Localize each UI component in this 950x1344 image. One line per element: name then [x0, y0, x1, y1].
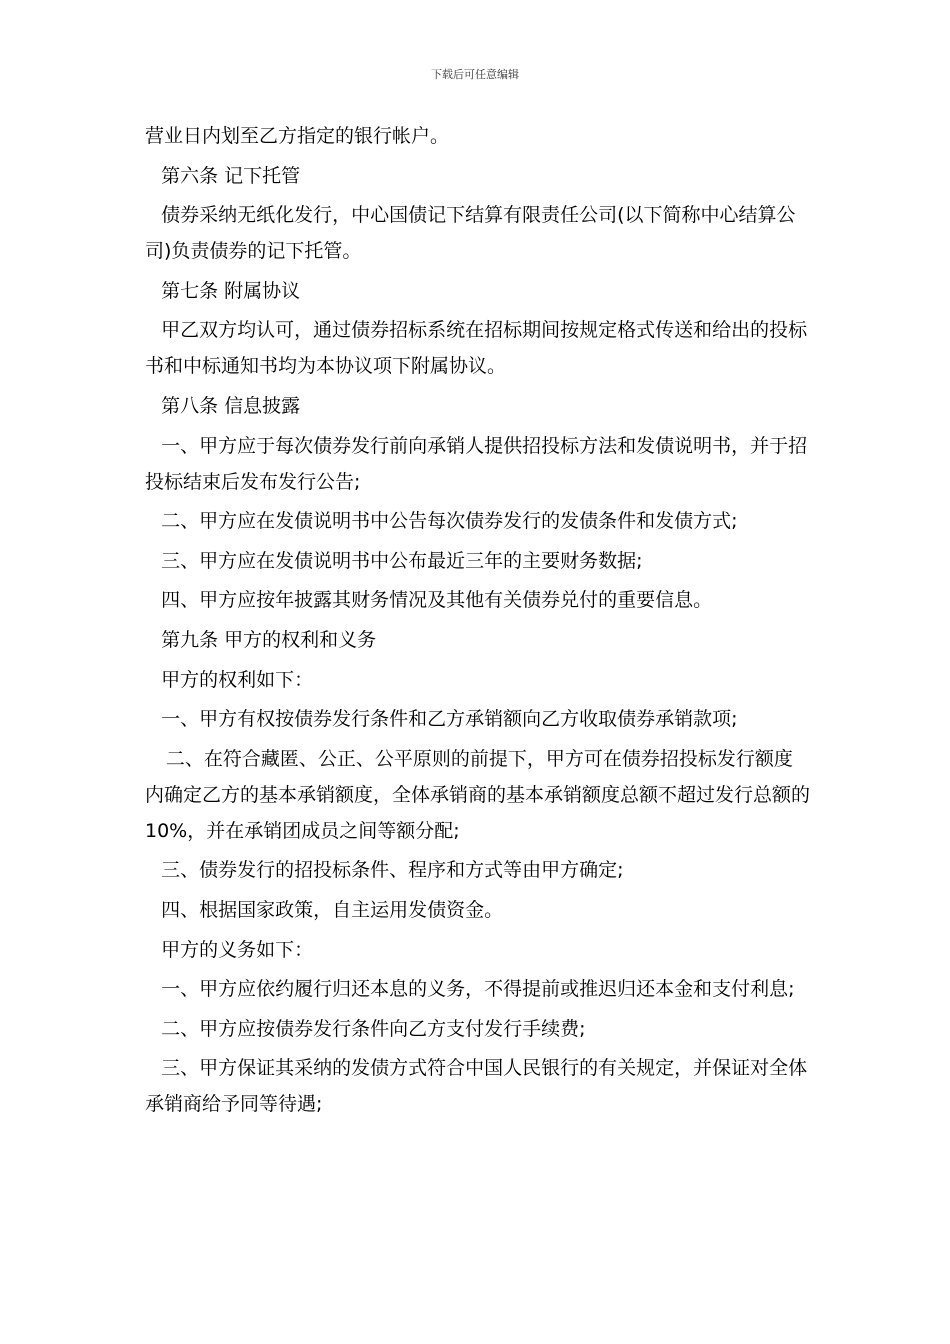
paragraph: 一、甲方有权按债券发行条件和乙方承销额向乙方收取债券承销款项;	[161, 708, 738, 731]
paragraph: 营业日内划至乙方指定的银行帐户。	[145, 125, 450, 147]
section-heading: 第八条 信息披露	[161, 394, 301, 417]
section-heading: 第七条 附属协议	[161, 279, 301, 302]
paragraph: 二、在符合藏匿、公正、公平原则的前提下，甲方可在债券招投标发行额度内确定乙方的基本承销额度，全体承销商的基本承销额度总额不超过发行总额的 10%，并在承销团成员之间等额分配;	[145, 747, 811, 842]
paragraph: 债券采纳无纸化发行，中心国债记下结算有限责任公司(以下简称中心结算公司)负责债券的记下托管。	[145, 204, 796, 263]
paragraph: 甲方的义务如下：	[161, 938, 314, 961]
paragraph: 三、甲方保证其采纳的发债方式符合中国人民银行的有关规定，并保证对全体承销商给予同等待遇;	[145, 1057, 808, 1116]
paragraph: 二、甲方应按债券发行条件向乙方支付发行手续费;	[161, 1017, 586, 1040]
document-body	[145, 118, 810, 1126]
paragraph: 甲方的权利如下：	[161, 668, 314, 691]
paragraph: 四、甲方应按年披露其财务情况及其他有关债券兑付的重要信息。	[161, 589, 713, 612]
paragraph: 二、甲方应在发债说明书中公告每次债券发行的发债条件和发债方式;	[161, 510, 738, 533]
paragraph: 三、甲方应在发债说明书中公布最近三年的主要财务数据;	[161, 549, 643, 572]
paragraph: 一、甲方应依约履行归还本息的义务，不得提前或推迟归还本金和支付利息;	[161, 978, 795, 1001]
section-heading: 第九条 甲方的权利和义务	[161, 628, 377, 651]
paragraph: 一、甲方应于每次债券发行前向承销人提供招投标方法和发债说明书，并于招投标结束后发布发行公告;	[145, 434, 808, 493]
paragraph: 四、根据国家政策，自主运用发债资金。	[161, 898, 504, 921]
paragraph: 三、债券发行的招投标条件、程序和方式等由甲方确定;	[161, 859, 624, 882]
section-heading: 第六条 记下托管	[161, 164, 301, 187]
page-header: 下载后可任意编辑	[431, 68, 519, 81]
paragraph: 甲乙双方均认可，通过债券招标系统在招标期间按规定格式传送和给出的投标书和中标通知书均为本协议项下附属协议。	[145, 319, 808, 378]
